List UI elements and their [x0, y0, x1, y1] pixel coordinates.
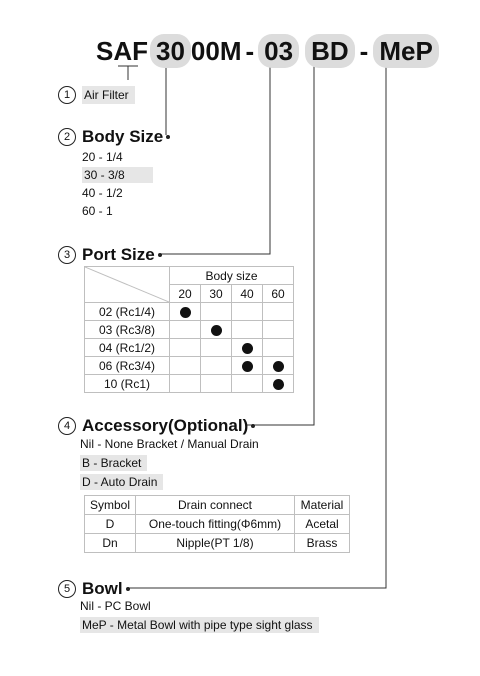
- table-cell: D: [85, 515, 136, 534]
- section-air-filter: [58, 86, 135, 104]
- section-accessory: [58, 416, 255, 436]
- air-filter-label: Air Filter: [82, 86, 135, 104]
- row-label: 03 (Rc3/8): [85, 321, 170, 339]
- column-header: Symbol: [85, 496, 136, 515]
- code-bowl: MeP: [373, 34, 438, 68]
- code-dash: -: [245, 36, 255, 66]
- column-header: Material: [295, 496, 350, 515]
- table-cell: [201, 357, 232, 375]
- section-body-size: [58, 127, 170, 147]
- code-accessory: BD: [305, 34, 355, 68]
- code-body-size: 30: [150, 34, 191, 68]
- section-title: Accessory(Optional): [82, 416, 249, 435]
- number-badge: 4: [58, 417, 76, 435]
- code-port-size: 03: [258, 34, 299, 68]
- compatibility-mark: [211, 325, 222, 336]
- group-header: Body size: [170, 267, 294, 285]
- compatibility-mark: [273, 361, 284, 372]
- connector-dot: [166, 135, 170, 139]
- table-cell: [232, 357, 263, 375]
- table-row: [85, 357, 294, 375]
- list-item: 30 - 3/8: [82, 167, 153, 183]
- list-item: B - Bracket: [80, 455, 147, 471]
- section-bowl: [58, 579, 130, 599]
- section-port-size: [58, 245, 162, 265]
- section-title: Port Size: [82, 245, 155, 264]
- port-size-table: [84, 266, 294, 393]
- table-cell: Dn: [85, 534, 136, 553]
- row-label: 06 (Rc3/4): [85, 357, 170, 375]
- table-cell: [170, 339, 201, 357]
- table-cell: [170, 357, 201, 375]
- table-cell: [201, 303, 232, 321]
- column-header: 60: [263, 285, 294, 303]
- table-row: [85, 534, 350, 553]
- list-item: Nil - None Bracket / Manual Drain: [80, 437, 259, 451]
- column-header: 30: [201, 285, 232, 303]
- number-badge: 3: [58, 246, 76, 264]
- compatibility-mark: [242, 343, 253, 354]
- table-cell: [263, 339, 294, 357]
- column-header: 20: [170, 285, 201, 303]
- list-item: D - Auto Drain: [80, 474, 163, 490]
- table-cell: [232, 339, 263, 357]
- accessory-table: [84, 495, 350, 553]
- connector-dot: [158, 253, 162, 257]
- list-item: MeP - Metal Bowl with pipe type sight glass: [80, 617, 319, 633]
- column-header: 40: [232, 285, 263, 303]
- number-badge: 1: [58, 86, 76, 104]
- table-cell: [170, 303, 201, 321]
- code-dash: -: [359, 36, 369, 66]
- table-cell: One-touch fitting(Φ6mm): [136, 515, 295, 534]
- table-cell: [201, 375, 232, 393]
- table-cell: [201, 339, 232, 357]
- code-middle: 00M: [190, 36, 242, 66]
- table-cell: [232, 375, 263, 393]
- table-cell: [263, 303, 294, 321]
- accessory-list: [80, 436, 259, 493]
- table-cell: [263, 357, 294, 375]
- list-item: 20 - 1/4: [82, 150, 123, 164]
- table-row: [85, 339, 294, 357]
- table-cell: [170, 321, 201, 339]
- table-cell: [170, 375, 201, 393]
- table-cell: [263, 375, 294, 393]
- body-size-list: [82, 149, 153, 221]
- diagonal-line: [85, 267, 169, 302]
- table-cell: [201, 321, 232, 339]
- column-header: Drain connect: [136, 496, 295, 515]
- compatibility-mark: [180, 307, 191, 318]
- table-row: [85, 321, 294, 339]
- list-item: 60 - 1: [82, 204, 113, 218]
- connector-dot: [126, 587, 130, 591]
- table-row: [85, 515, 350, 534]
- code-prefix: SAF: [96, 36, 148, 66]
- table-row: [85, 375, 294, 393]
- table-cell: Acetal: [295, 515, 350, 534]
- table-cell: [263, 321, 294, 339]
- number-badge: 5: [58, 580, 76, 598]
- list-item: Nil - PC Bowl: [80, 599, 151, 613]
- table-cell: [232, 303, 263, 321]
- row-label: 04 (Rc1/2): [85, 339, 170, 357]
- table-row: [85, 303, 294, 321]
- section-title: Body Size: [82, 127, 164, 146]
- number-badge: 2: [58, 128, 76, 146]
- compatibility-mark: [273, 379, 284, 390]
- table-cell: Brass: [295, 534, 350, 553]
- section-title: Bowl: [82, 579, 123, 598]
- connector-dot: [251, 424, 255, 428]
- row-label: 02 (Rc1/4): [85, 303, 170, 321]
- list-item: 40 - 1/2: [82, 186, 123, 200]
- table-cell: Nipple(PT 1/8): [136, 534, 295, 553]
- row-label: 10 (Rc1): [85, 375, 170, 393]
- bowl-list: [80, 598, 319, 636]
- model-code: [96, 34, 439, 68]
- compatibility-mark: [242, 361, 253, 372]
- diagonal-header-cell: [85, 267, 170, 303]
- table-cell: [232, 321, 263, 339]
